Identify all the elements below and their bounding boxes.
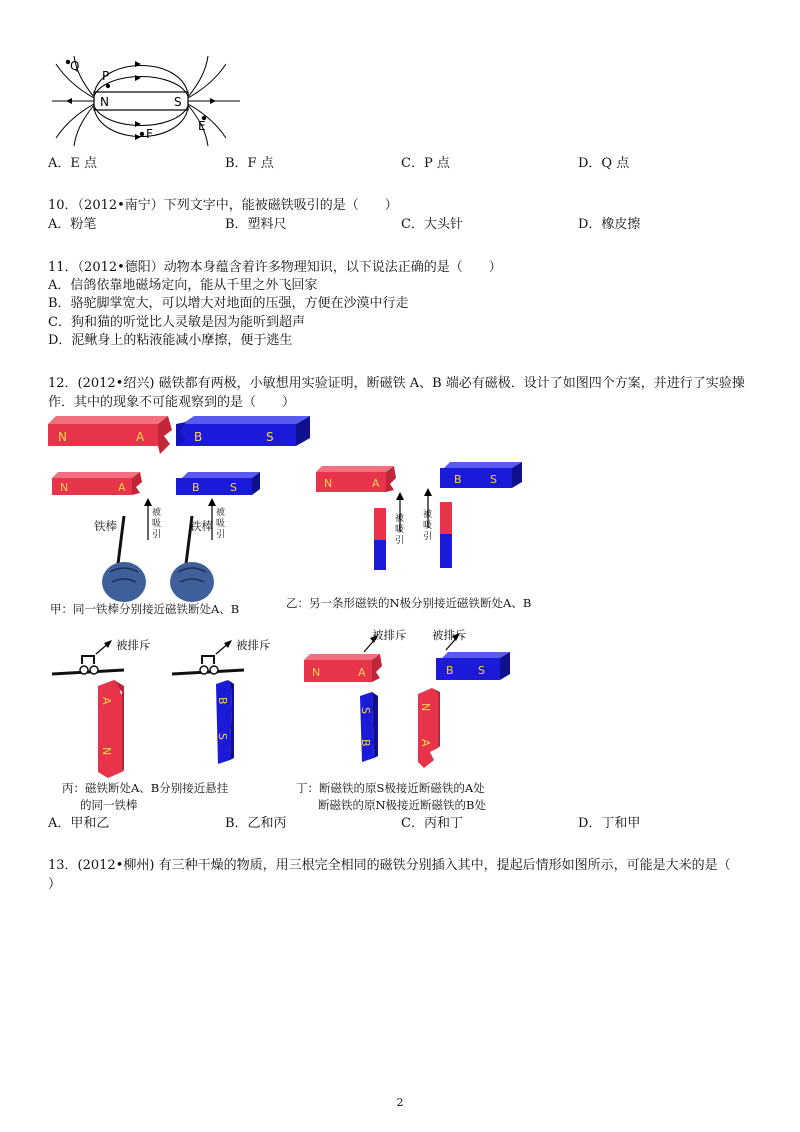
q11-stem: 11．（2012•德阳）动物本身蕴含着许多物理知识，以下说法正确的是（ ） xyxy=(48,260,502,275)
yi-n-label: N xyxy=(324,477,333,490)
bing-repel-label-2: 被排斥 xyxy=(236,638,271,652)
top-b-label: B xyxy=(194,430,203,444)
ding-caption-line2: 断磁铁的原N极接近断磁铁的B处 xyxy=(318,798,487,812)
q9-option-b[interactable]: B．F 点 xyxy=(225,156,274,171)
q11-option-d[interactable]: D．泥鳅身上的粘液能减小摩擦，便于逃生 xyxy=(48,333,293,348)
magnet-field-diagram xyxy=(46,52,246,148)
ding-repel-label-2: 被排斥 xyxy=(432,628,467,642)
point-q-label: Q xyxy=(70,59,80,73)
jia-a-label: A xyxy=(118,481,126,494)
ding-vertical-a-label: A xyxy=(419,739,432,747)
q11-option-c[interactable]: C．狗和猫的听觉比人灵敏是因为能听到超声 xyxy=(48,315,305,330)
ding-vertical-n-label: N xyxy=(419,703,432,712)
panel-jia xyxy=(52,468,292,606)
panel-ding xyxy=(304,628,524,778)
ding-a-label: A xyxy=(358,666,366,679)
q11-option-a[interactable]: A．信鸽依靠地磁场定向，能从千里之外飞回家 xyxy=(48,278,318,293)
q11-option-b[interactable]: B．骆驼脚掌宽大，可以增大对地面的压强，方便在沙漠中行走 xyxy=(48,296,409,311)
jia-attract-label-1: 被吸引 xyxy=(152,508,162,540)
page-number: 2 xyxy=(396,1096,404,1109)
yi-a-label: A xyxy=(372,477,380,490)
q10-option-c[interactable]: C．大头针 xyxy=(401,217,463,232)
ding-vertical-s-label: S xyxy=(359,707,372,714)
yi-attract-label-1: 被吸引 xyxy=(395,514,405,546)
top-s-label: S xyxy=(266,430,274,444)
jia-attract-label-2: 被吸引 xyxy=(216,508,226,540)
top-n-label: N xyxy=(58,430,67,444)
yi-attract-label-2: 被吸引 xyxy=(423,510,433,542)
jia-n-label: N xyxy=(60,481,69,494)
ding-caption-line1: 丁：断磁铁的原S极接近断磁铁的A处 xyxy=(296,781,485,795)
pole-s-label: S xyxy=(174,95,182,109)
q10-stem: 10．（2012•南宁）下列文字中，能被磁铁吸引的是（ ） xyxy=(48,198,398,213)
q10-option-b[interactable]: B．塑料尺 xyxy=(225,217,287,232)
bing-s-label: S xyxy=(216,733,229,740)
ding-s-label: S xyxy=(478,664,485,677)
bing-b-label: B xyxy=(216,697,229,705)
bing-a-label: A xyxy=(100,697,113,705)
jia-rod-label-1: 铁棒 xyxy=(94,519,117,533)
point-e-label: E xyxy=(198,119,206,133)
ding-n-label: N xyxy=(312,666,321,679)
bing-caption-line1: 丙：磁铁断处A、B分别接近悬挂 xyxy=(62,781,229,795)
ding-vertical-b-label: B xyxy=(359,739,372,747)
q12-option-c[interactable]: C．丙和丁 xyxy=(401,816,463,831)
jia-caption: 甲：同一铁棒分别接近磁铁断处A、B xyxy=(50,602,240,616)
ding-repel-label-1: 被排斥 xyxy=(372,628,407,642)
bing-repel-label-1: 被排斥 xyxy=(116,638,151,652)
yi-caption: 乙：另一条形磁铁的N极分别接近磁铁断处A、B xyxy=(286,596,532,610)
pole-n-label: N xyxy=(100,95,109,109)
q12-option-b[interactable]: B．乙和丙 xyxy=(225,816,287,831)
q9-option-a[interactable]: A．E 点 xyxy=(48,156,98,171)
bing-n-label: N xyxy=(100,747,113,756)
top-a-label: A xyxy=(136,430,145,444)
q12-stem-line2: 作．其中的现象不可能观察到的是（ ） xyxy=(48,395,296,410)
q13-stem-line1: 13．(2012•柳州) 有三种干燥的物质，用三根完全相同的磁铁分别插入其中，提起后情形如图所示，可能是大米的是（ xyxy=(48,858,731,873)
yi-s-label: S xyxy=(490,473,497,486)
yi-b-label: B xyxy=(454,473,462,486)
point-f-label: F xyxy=(146,127,153,141)
q12-option-d[interactable]: D．丁和甲 xyxy=(578,816,641,831)
jia-b-label: B xyxy=(192,481,200,494)
jia-s-label: S xyxy=(230,481,237,494)
bing-caption-line2: 的同一铁棒 xyxy=(80,798,138,812)
q13-stem-line2: ） xyxy=(48,877,62,892)
q12-stem-line1: 12．(2012•绍兴) 磁铁都有两极，小敏想用实验证明，断磁铁 A、B 端必有磁极．设计了如图四个方案，并进行了实验操 xyxy=(48,376,745,391)
q10-option-d[interactable]: D．橡皮擦 xyxy=(578,217,641,232)
ding-b-label: B xyxy=(446,664,454,677)
q9-option-d[interactable]: D．Q 点 xyxy=(578,156,630,171)
q12-option-a[interactable]: A．甲和乙 xyxy=(48,816,110,831)
q10-option-a[interactable]: A．粉笔 xyxy=(48,217,97,232)
q9-option-c[interactable]: C．P 点 xyxy=(401,156,450,171)
jia-rod-label-2: 铁棒 xyxy=(190,519,213,533)
broken-magnet-figure xyxy=(48,414,318,460)
point-p-label: P xyxy=(102,69,110,83)
